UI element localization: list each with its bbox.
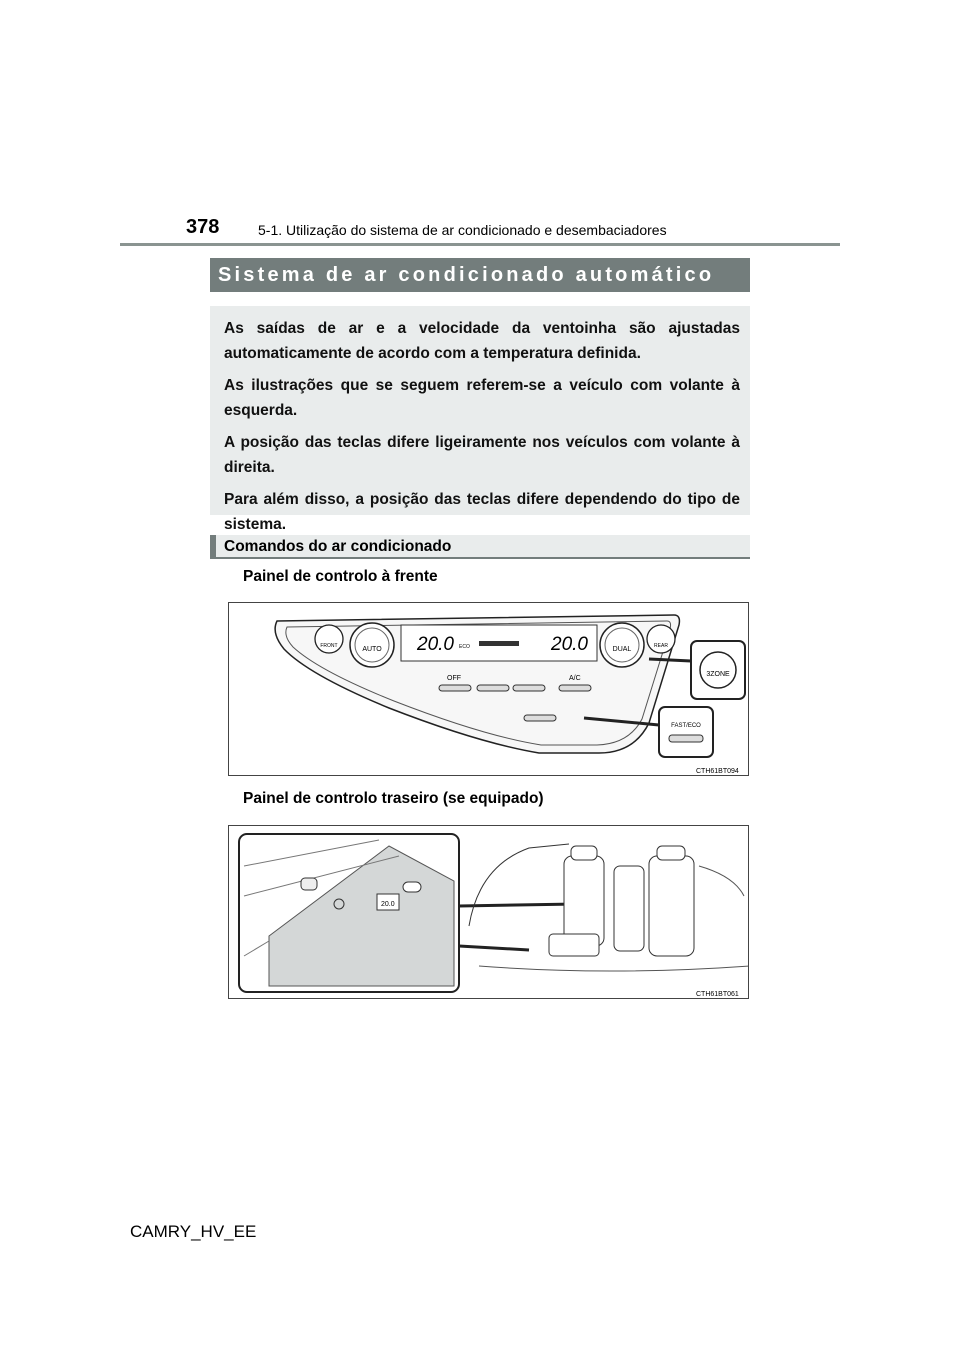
front-label: FRONT [320, 643, 338, 649]
dual-label: DUAL [612, 646, 632, 653]
rear-panel-figure [228, 825, 749, 999]
figure2-code: CTH61BT061 [696, 991, 739, 998]
footer-model: CAMRY_HV_EE [130, 1222, 257, 1241]
eco-label: ECO [459, 644, 470, 650]
subsection-title: Comandos do ar condicionado [210, 535, 750, 559]
three-zone-label: 3ZONE [706, 671, 730, 678]
intro-paragraph: A posição das teclas difere ligeiramente nos veículos com volante à direita. [224, 434, 740, 476]
front-panel-figure [228, 602, 749, 776]
intro-paragraph: As ilustrações que se seguem referem-se a veículo com volante à esquerda. [224, 377, 740, 419]
intro-paragraph: As saídas de ar e a velocidade da ventoinha são ajustadas automaticamente de acordo com a temperatura definida. [224, 320, 740, 362]
chapter-title: 5-1. Utilização do sistema de ar condicionado e desembaciadores [258, 222, 667, 238]
rear-panel-illustration [229, 826, 749, 999]
figure1-code: CTH61BT094 [696, 768, 739, 775]
intro-box [210, 306, 750, 533]
header-rule [120, 243, 840, 246]
section-title: Sistema de ar condicionado automático [210, 258, 750, 292]
temp-right-label: 20.0 [551, 634, 588, 655]
auto-label: AUTO [362, 646, 382, 653]
temp-left-label: 20.0 [417, 634, 454, 655]
ac-label: A/C [569, 675, 581, 682]
off-label: OFF [447, 675, 461, 682]
rear-label: REAR [654, 643, 668, 649]
figure2-caption: Painel de controlo traseiro (se equipado) [243, 790, 544, 807]
rear-temp-label: 20.0 [381, 901, 395, 908]
fast-eco-label: FAST/ECO [671, 723, 701, 729]
figure1-caption: Painel de controlo à frente [243, 568, 438, 585]
intro-paragraph: Para além disso, a posição das teclas difere dependendo do tipo de sistema. [224, 491, 740, 533]
front-panel-illustration [229, 603, 749, 776]
page-number: 378 [186, 216, 220, 238]
